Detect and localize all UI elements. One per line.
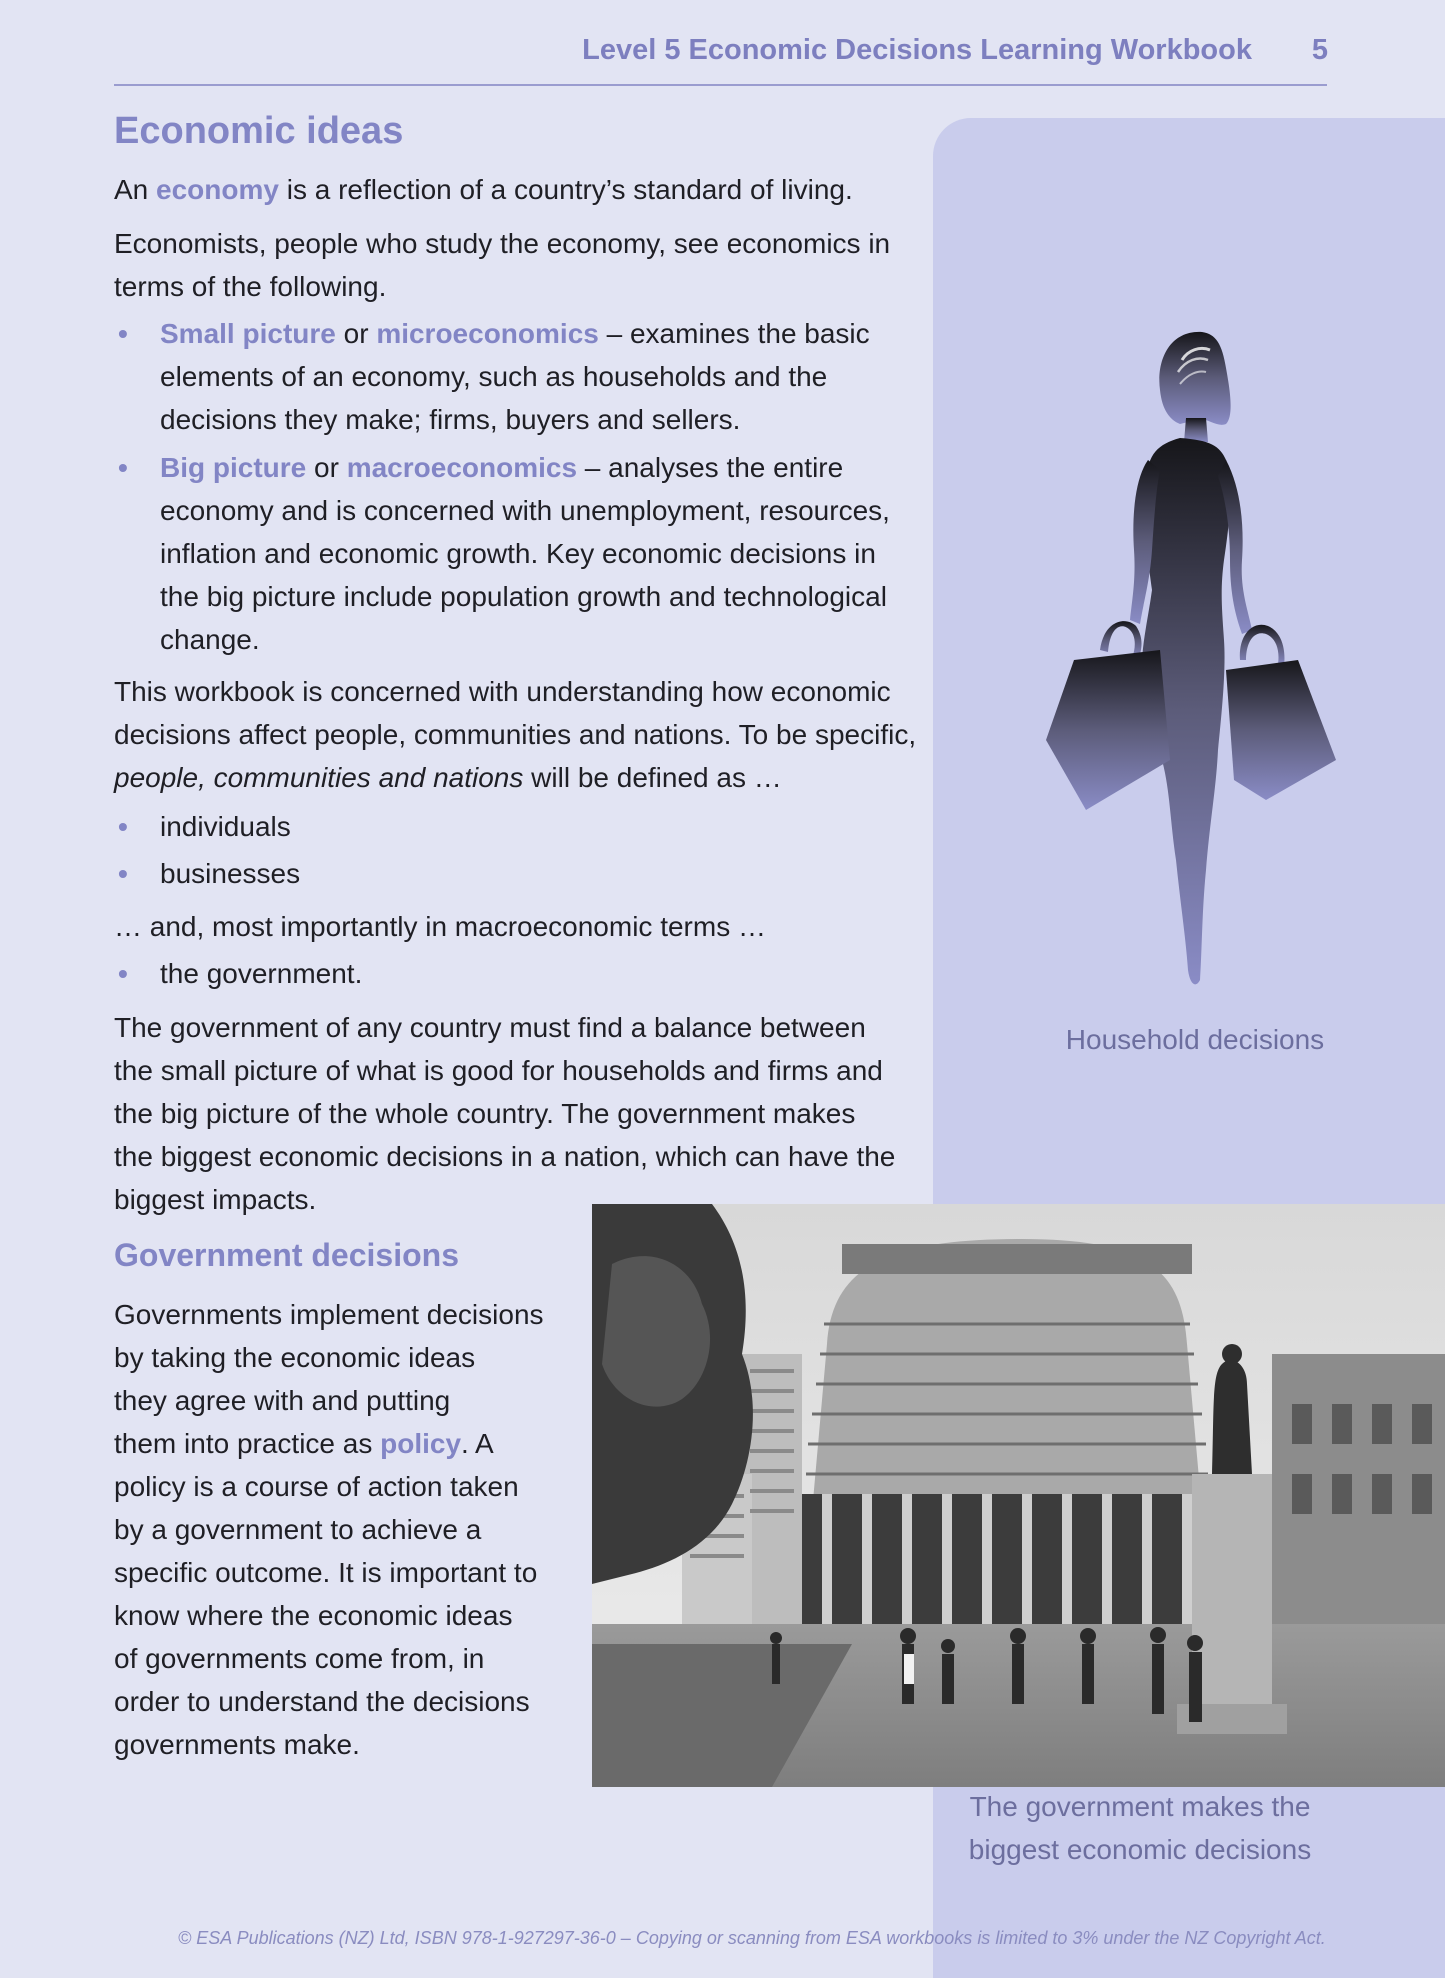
paragraph-tail: will be defined as …	[523, 762, 782, 793]
paragraph-line: biggest impacts.	[114, 1184, 317, 1215]
keyword-macroeconomics: macroeconomics	[346, 452, 578, 483]
paragraph-line: know where the economic ideas	[114, 1600, 513, 1631]
heading-economic-ideas: Economic ideas	[114, 110, 404, 152]
paragraph-line: order to understand the decisions	[114, 1686, 530, 1717]
bullet-rest: – examines the basic	[598, 318, 870, 349]
bullet-line: inflation and economic growth. Key economic decisions in	[160, 538, 876, 569]
keyword-small-picture: Small picture	[160, 318, 336, 349]
bullet-line: economy and is concerned with unemployment, resources,	[160, 495, 890, 526]
bullet-dot: •	[118, 811, 128, 842]
intro-suffix: is a reflection of a country’s standard of living.	[278, 174, 853, 205]
parliament-beehive-photo	[592, 1204, 1445, 1787]
paragraph-line: governments make.	[114, 1729, 360, 1760]
bullet-line	[160, 446, 890, 489]
paragraph-line: they agree with and putting	[114, 1385, 451, 1416]
bullet-dot: •	[118, 452, 128, 483]
intro-paragraph	[114, 168, 853, 211]
paragraph-line: The government of any country must find a balance between	[114, 1012, 866, 1043]
intro-prefix: An	[114, 174, 157, 205]
caption-line: The government makes the	[969, 1791, 1311, 1822]
paragraph-line: the big picture of the whole country. The government makes	[114, 1098, 856, 1129]
keyword-economy: economy	[156, 174, 279, 205]
bullet-text: the government.	[160, 958, 363, 989]
paragraph-line	[114, 1422, 544, 1465]
paragraph-line: by taking the economic ideas	[114, 1342, 476, 1373]
paragraph-line: This workbook is concerned with understanding how economic	[114, 676, 891, 707]
balance-paragraph	[114, 1006, 895, 1221]
paragraph-line: the small picture of what is good for households and firms and	[114, 1055, 883, 1086]
photo-illustration	[592, 1204, 1445, 1787]
keyword-microeconomics: microeconomics	[376, 318, 599, 349]
policy-prefix: them into practice as	[114, 1428, 381, 1459]
paragraph-line: decisions affect people, communities and nations. To be specific,	[114, 719, 917, 750]
joiner: or	[335, 318, 377, 349]
paragraph-line: by a government to achieve a	[114, 1514, 482, 1545]
workbook-paragraph	[114, 670, 916, 799]
keyword-big-picture: Big picture	[160, 452, 307, 483]
government-paragraph	[114, 1293, 544, 1766]
copyright-footer: © ESA Publications (NZ) Ltd, ISBN 978-1-927297-36-0 – Copying or scanning from ESA workbooks is limited to 3% under the NZ Copyright Act.	[178, 1928, 1326, 1948]
keyword-policy: policy	[380, 1428, 462, 1459]
bullet-text: individuals	[160, 811, 291, 842]
caption-line: biggest economic decisions	[968, 1834, 1312, 1865]
paragraph-line: policy is a course of action taken	[114, 1471, 519, 1502]
bullet-businesses	[114, 852, 300, 895]
bullet-dot: •	[118, 958, 128, 989]
bullet-line	[160, 312, 890, 355]
italic-phrase: people, communities and nations	[114, 762, 524, 793]
running-header-title: Level 5 Economic Decisions Learning Workbook	[582, 34, 1252, 66]
bullet-line: decisions they make; firms, buyers and sellers.	[160, 404, 741, 435]
bullet-line: change.	[160, 624, 260, 655]
caption-household-decisions: Household decisions	[1065, 1024, 1325, 1055]
page-number: 5	[1311, 34, 1328, 66]
groups-bullet-list	[114, 805, 300, 895]
paragraph-line: the biggest economic decisions in a nation, which can have the	[114, 1141, 896, 1172]
paragraph-line: Economists, people who study the economy, see economics in	[114, 228, 891, 259]
paragraph-line: specific outcome. It is important to	[114, 1557, 538, 1588]
government-bullet-list	[114, 952, 362, 995]
paragraph-line	[114, 756, 916, 799]
economics-bullet-list	[114, 312, 890, 661]
paragraph-line: of governments come from, in	[114, 1643, 485, 1674]
bullet-line: the big picture include population growth and technological	[160, 581, 887, 612]
bullet-rest: – analyses the entire	[577, 452, 844, 483]
bullet-government	[114, 952, 362, 995]
paragraph-line: Governments implement decisions	[114, 1299, 544, 1330]
header-rule	[114, 84, 1327, 86]
bullet-individuals	[114, 805, 300, 848]
macro-terms-line	[114, 905, 766, 948]
intro-line	[114, 168, 853, 211]
policy-suffix: . A	[461, 1428, 494, 1459]
caption-government-decisions	[950, 1785, 1330, 1871]
shopper-silhouette-illustration	[1030, 320, 1350, 1000]
bullet-text: businesses	[160, 858, 301, 889]
bullet-dot: •	[118, 858, 128, 889]
bullet-dot: •	[118, 318, 128, 349]
heading-government-decisions: Government decisions	[114, 1237, 459, 1273]
bullet-microeconomics	[114, 312, 890, 441]
bullet-line: elements of an economy, such as households and the	[160, 361, 828, 392]
economists-paragraph	[114, 222, 890, 308]
paragraph-line: … and, most importantly in macroeconomic terms …	[114, 911, 766, 942]
bullet-macroeconomics	[114, 446, 890, 661]
joiner: or	[306, 452, 347, 483]
paragraph-line: terms of the following.	[114, 271, 387, 302]
